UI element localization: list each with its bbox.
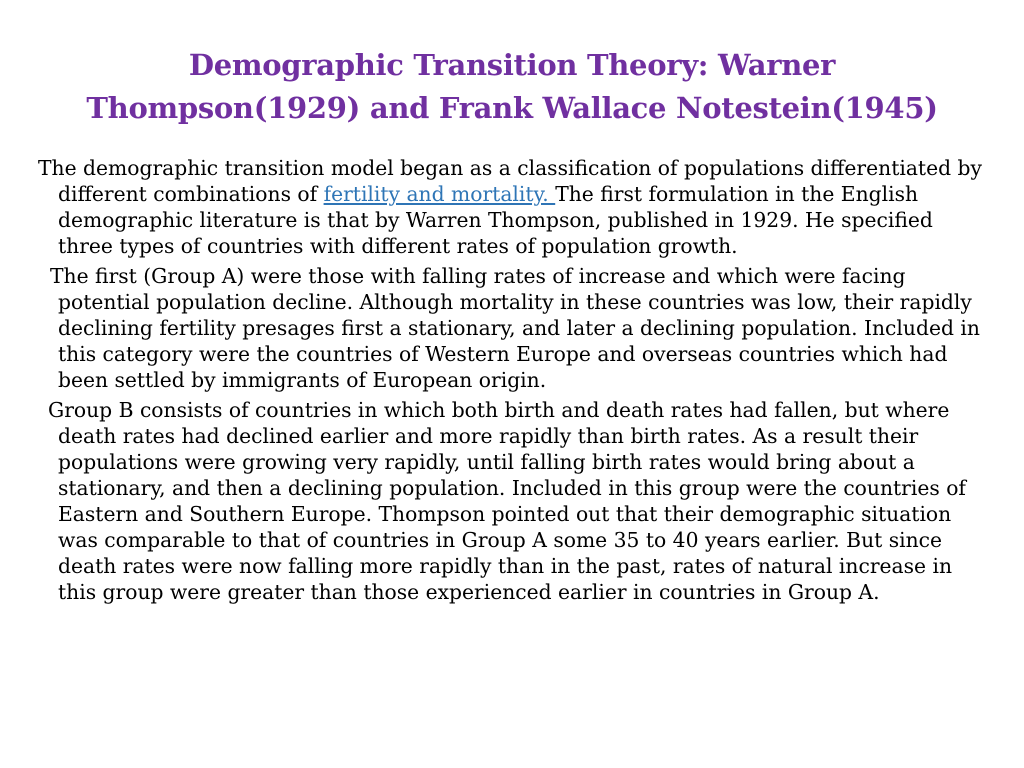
- paragraph-group-a: The first (Group A) were those with falling rates of increase and which were facing potential population decline. Although mortality in these countries was low, their rapidly declining fertility presages first a stationary, and later a declining population. Included in this category were the countries of Western Europe and overseas countries which had been settled by immigrants of European origin.: [50, 264, 980, 392]
- fertility-mortality-link[interactable]: fertility and mortality.: [323, 182, 556, 206]
- slide-body: [38, 155, 988, 609]
- paragraph-intro-text-after: The first formulation in the English demographic literature is that by Warren Thompson, published in 1929. He specified three types of countries with different rates of population growth.: [58, 182, 933, 258]
- paragraph-group-b: Group B consists of countries in which both birth and death rates had fallen, but where death rates had declined earlier and more rapidly than birth rates. As a result their populations were growing very rapidly, until falling birth rates would bring about a stationary, and then a declining population. Included in this group were the countries of Eastern and Southern Europe. Thompson pointed out that their demographic situation was comparable to that of countries in Group A some 35 to 40 years earlier. But since death rates were now falling more rapidly than in the past, rates of natural increase in this group were greater than those experienced earlier in countries in Group A.: [48, 398, 966, 604]
- paragraph-intro: [38, 155, 988, 259]
- slide-title-line-2: Thompson(1929) and Frank Wallace Notestein(1945): [86, 91, 938, 125]
- slide-title-line-1: Demographic Transition Theory: Warner: [188, 48, 836, 82]
- paragraph-intro-text-before: The demographic transition model began as a classification of populations differentiated by different combinations of: [38, 156, 982, 206]
- slide-title: [40, 44, 984, 130]
